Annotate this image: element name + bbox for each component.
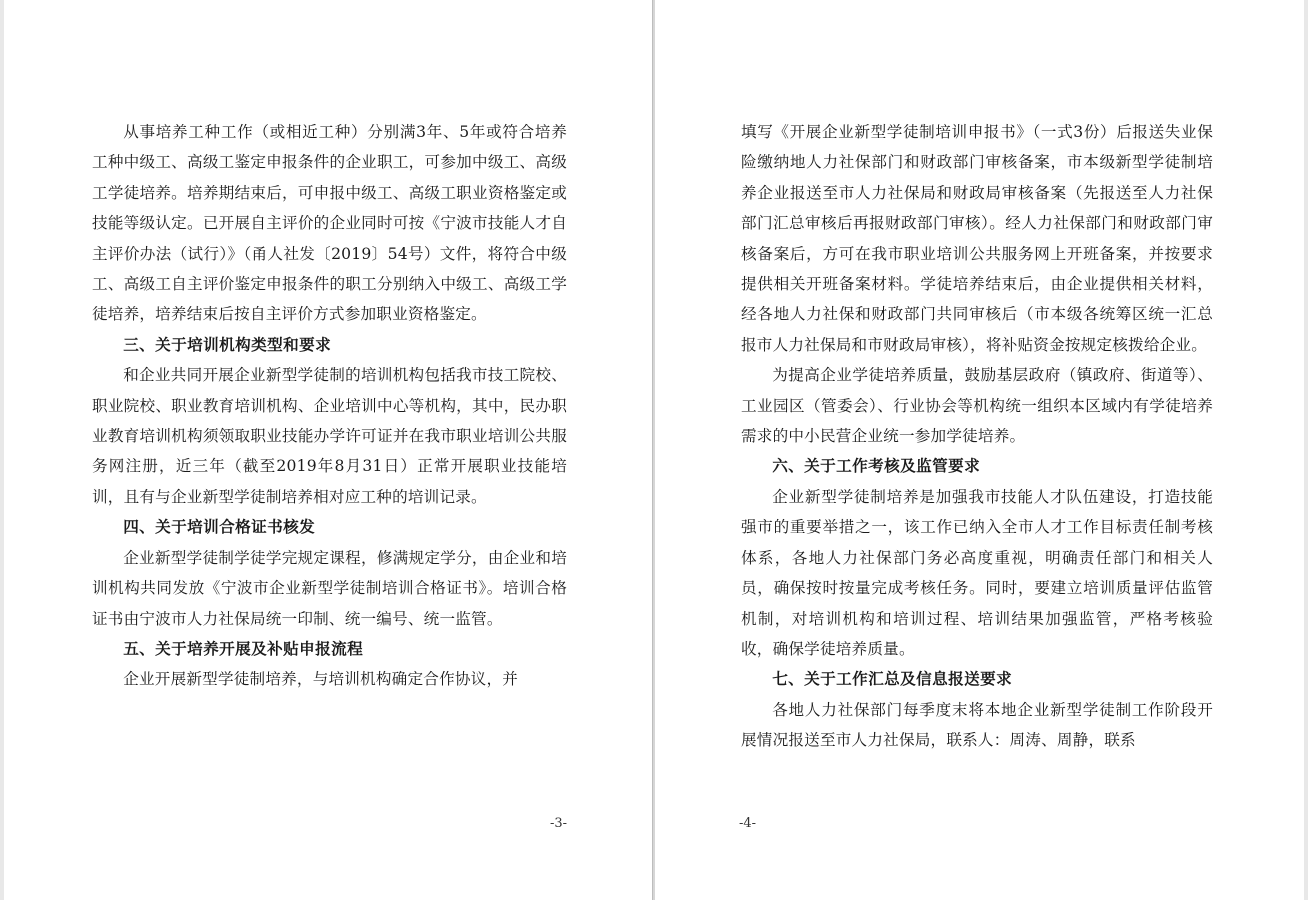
section-heading: 四、关于培训合格证书核发 [123,518,316,537]
page-number: -3- [550,816,568,831]
page-text-block [741,117,1213,756]
section-heading: 七、关于工作汇总及信息报送要求 [772,670,1013,689]
section-heading: 五、关于培养开展及补贴申报流程 [123,639,364,658]
paragraph: 各地人力社保部门每季度末将本地企业新型学徒制工作阶段开展情况报送至市人力社保局，联系人：周涛、周静，联系 [741,700,1213,750]
section-heading: 六、关于工作考核及监管要求 [772,457,981,476]
page-number: -4- [739,816,757,831]
document-page-3 [4,0,652,900]
paragraph: 企业新型学徒制学徒学完规定课程，修满规定学分，由企业和培训机构共同发放《宁波市企业新型学徒制培训合格证书》。培训合格证书由宁波市人力社保局统一印制、统一编号、统一监管。 [92,548,567,628]
document-page-4 [655,0,1304,900]
paragraph: 为提高企业学徒培养质量，鼓励基层政府（镇政府、街道等）、工业园区（管委会）、行业协会等机构统一组织本区域内有学徒培养需求的中小民营企业统一参加学徒培养。 [741,366,1213,446]
page-text-block [92,117,567,695]
paragraph: 企业开展新型学徒制培养，与培训机构确定合作协议，并 [123,670,519,689]
paragraph: 填写《开展企业新型学徒制培训申报书》（一式3份）后报送失业保险缴纳地人力社保部门和财政部门审核备案，市本级新型学徒制培养企业报送至市人力社保局和财政局审核备案（先报送至人力社保部门汇总审核后再报财政部门审核）。经人力社保部门和财政部门审核备案后，方可在我市职业培训公共服务网上开班备案，并按要求提供相关开班备案材料。学徒培养结束后，由企业提供相关材料，经各地人力社保和财政部门共同审核后（市本级各统筹区统一汇总报市人力社保局和市财政局审核），将补贴资金按规定核拨给企业。 [741,123,1213,354]
paragraph: 和企业共同开展企业新型学徒制的培训机构包括我市技工院校、职业院校、职业教育培训机构、企业培训中心等机构，其中，民办职业教育培训机构须领取职业技能办学许可证并在我市职业培训公共服务网注册，近三年（截至2019年8月31日）正常开展职业技能培训，且有与企业新型学徒制培养相对应工种的培训记录。 [92,366,567,506]
paragraph: 企业新型学徒制培养是加强我市技能人才队伍建设，打造技能强市的重要举措之一，该工作已纳入全市人才工作目标责任制考核体系，各地人力社保部门务必高度重视，明确责任部门和相关人员，确保按时按量完成考核任务。同时，要建立培训质量评估监管机制，对培训机构和培训过程、培训结果加强监管，严格考核验收，确保学徒培养质量。 [741,487,1213,658]
viewer-right-edge [1304,0,1308,900]
section-heading: 三、关于培训机构类型和要求 [123,335,332,354]
paragraph: 从事培养工种工作（或相近工种）分别满3年、5年或符合培养工种中级工、高级工鉴定申报条件的企业职工，可参加中级工、高级工学徒培养。培养期结束后，可申报中级工、高级工职业资格鉴定或技能等级认定。已开展自主评价的企业同时可按《宁波市技能人才自主评价办法（试行）》（甬人社发〔2019〕54号）文件，将符合中级工、高级工自主评价鉴定申报条件的职工分别纳入中级工、高级工学徒培养，培养结束后按自主评价方式参加职业资格鉴定。 [92,123,567,324]
